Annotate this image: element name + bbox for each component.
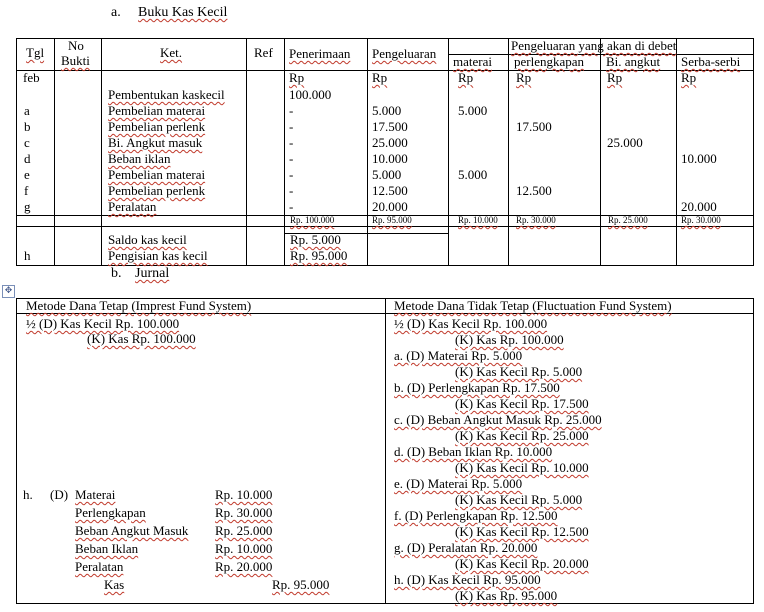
column-border xyxy=(753,38,754,265)
row-date: a xyxy=(24,103,30,118)
debit-amount: Rp. 10.000 xyxy=(215,487,273,502)
debit-amount: Rp. 20.000 xyxy=(215,559,273,574)
column-border xyxy=(753,298,754,604)
row-pengeluaran: 17.500 xyxy=(372,119,408,134)
total-angkut: Rp. 25.000 xyxy=(608,215,648,225)
column-border xyxy=(16,298,17,603)
debit-account: Beban Angkut Masuk xyxy=(75,523,189,538)
section-a-title: Buku Kas Kecil xyxy=(138,5,228,20)
row-description: Beban iklan xyxy=(108,151,171,166)
row-pengeluaran: 12.500 xyxy=(372,183,408,198)
row-serba: 10.000 xyxy=(681,151,717,166)
column-border xyxy=(676,38,677,265)
section-a-marker: a. xyxy=(111,5,121,20)
debit-line: g. (D) Peralatan Rp. 20.000 xyxy=(394,540,538,555)
debit-prefix: (D) xyxy=(50,487,69,502)
saldo-value: Rp. 5.000 xyxy=(290,232,341,247)
debit-line: h. (D) Kas Kecil Rp. 95.000 xyxy=(394,572,541,587)
table-bottom-border xyxy=(16,265,754,266)
header-no-bukti: No xyxy=(68,38,84,53)
column-border xyxy=(367,38,368,265)
header-ref: Ref xyxy=(254,45,273,60)
header-serba-serbi: Serba-serbi xyxy=(681,54,741,69)
credit-account: Kas xyxy=(104,577,125,592)
currency-label: Rp xyxy=(289,70,305,85)
row-perlengkapan: 12.500 xyxy=(516,183,552,198)
row-date: d xyxy=(24,151,31,166)
row-date: b xyxy=(24,119,31,134)
right-method-header: Metode Dana Tidak Tetap (Fluctuation Fund System) xyxy=(394,298,672,313)
currency-label: Rp xyxy=(607,70,623,85)
header-bi-angkut: Bi. angkut xyxy=(606,54,661,69)
row-perlengkapan: 17.500 xyxy=(516,119,552,134)
row-description: Pembelian materai xyxy=(108,167,206,182)
debit-amount: Rp. 10.000 xyxy=(215,541,273,556)
currency-label: Rp xyxy=(516,70,532,85)
row-materai: 5.000 xyxy=(458,103,488,118)
row-description: Bi. Angkut masuk xyxy=(108,135,203,150)
left-opening-credit: (K) Kas Rp. 100.000 xyxy=(87,331,196,346)
row-penerimaan: - xyxy=(289,135,294,150)
row-pengeluaran: 5.000 xyxy=(372,103,402,118)
credit-line: (K) Kas Kecil Rp. 5.000 xyxy=(455,364,583,379)
credit-line: (K) Kas Rp. 100.000 xyxy=(455,332,564,347)
credit-line: (K) Kas Kecil Rp. 5.000 xyxy=(455,492,583,507)
column-border xyxy=(101,38,102,265)
row-date: h xyxy=(24,248,31,263)
row-penerimaan: - xyxy=(289,151,294,166)
row-date: e xyxy=(24,167,30,182)
total-serba: Rp. 30.000 xyxy=(681,215,721,225)
debit-account: Perlengkapan xyxy=(75,505,146,520)
header-pengeluaran: Pengeluaran xyxy=(372,46,437,61)
currency-label: Rp xyxy=(458,70,474,85)
total-penerimaan: Rp. 100.000 xyxy=(290,215,335,225)
total-pengeluaran: Rp. 95.000 xyxy=(372,215,412,225)
header-ket: Ket. xyxy=(160,45,183,60)
column-border xyxy=(16,38,17,265)
row-penerimaan: - xyxy=(289,199,294,214)
debit-line: ½ (D) Kas Kecil Rp. 100.000 xyxy=(394,316,548,331)
row-date: g xyxy=(24,199,31,214)
credit-line: (K) Kas Kecil Rp. 10.000 xyxy=(455,460,589,475)
credit-line: (K) Kas Kecil Rp. 12.500 xyxy=(455,524,589,539)
pengisian-label: Pengisian kas kecil xyxy=(108,248,208,263)
debit-line: f. (D) Perlengkapan Rp. 12.500 xyxy=(394,508,558,523)
header-tgl: Tgl xyxy=(26,45,45,60)
header-group: Pengeluaran yang akan di debet xyxy=(511,38,677,53)
column-border xyxy=(284,38,285,265)
column-border xyxy=(54,38,55,265)
debit-account: Materai xyxy=(75,487,116,502)
credit-line: (K) Kas Rp. 95.000 xyxy=(455,588,558,603)
row-penerimaan: - xyxy=(289,103,294,118)
row-pengeluaran: 5.000 xyxy=(372,167,402,182)
header-no-bukti: Bukti xyxy=(61,53,90,68)
credit-amount: Rp. 95.000 xyxy=(272,577,330,592)
column-border xyxy=(385,298,386,603)
debit-line: d. (D) Beban Iklan Rp. 10.000 xyxy=(394,444,553,459)
row-materai: 5.000 xyxy=(458,167,488,182)
row-description: Pembentukan kaskecil xyxy=(108,87,225,102)
header-penerimaan: Penerimaan xyxy=(289,46,351,61)
debit-amount: Rp. 25.000 xyxy=(215,523,273,538)
row-date: f xyxy=(24,183,29,198)
row-pengeluaran: 10.000 xyxy=(372,151,408,166)
row-penerimaan: 100.000 xyxy=(289,87,332,102)
row-description: Pembelian materai xyxy=(108,103,206,118)
currency-label: Rp xyxy=(681,70,697,85)
row-pengeluaran: 25.000 xyxy=(372,135,408,150)
column-border xyxy=(246,38,247,265)
table-bottom-border xyxy=(16,603,754,604)
pengisian-value: Rp. 95.000 xyxy=(290,248,348,263)
totals-bottom-border xyxy=(16,226,753,227)
entry-h-label: h. xyxy=(23,487,33,502)
row-serba: 20.000 xyxy=(681,199,717,214)
credit-line: (K) Kas Kecil Rp. 20.000 xyxy=(455,556,589,571)
debit-line: a. (D) Materai Rp. 5.000 xyxy=(394,348,523,363)
row-angkut: 25.000 xyxy=(607,135,643,150)
column-border xyxy=(508,38,509,265)
table-move-handle-icon[interactable]: ✥ xyxy=(2,285,15,298)
header-perlengkapan: perlengkapan xyxy=(514,54,585,69)
debit-line: b. (D) Perlengkapan Rp. 17.500 xyxy=(394,380,560,395)
left-opening-debit: ½ (D) Kas Kecil Rp. 100.000 xyxy=(26,316,180,331)
debit-line: e. (D) Materai Rp. 5.000 xyxy=(394,476,523,491)
saldo-label: Saldo kas kecil xyxy=(108,232,187,247)
left-method-header: Metode Dana Tetap (Imprest Fund System) xyxy=(26,298,252,313)
row-description: Peralatan xyxy=(108,199,157,214)
debit-account: Peralatan xyxy=(75,559,124,574)
month-label: feb xyxy=(23,70,40,85)
column-border xyxy=(600,38,601,265)
column-border xyxy=(448,38,449,265)
credit-line: (K) Kas Kecil Rp. 25.000 xyxy=(455,428,589,443)
row-date: c xyxy=(24,135,30,150)
row-pengeluaran: 20.000 xyxy=(372,199,408,214)
row-penerimaan: - xyxy=(289,119,294,134)
row-description: Pembelian perlenk xyxy=(108,183,206,198)
debit-amount: Rp. 30.000 xyxy=(215,505,273,520)
section-b-title: Jurnal xyxy=(135,266,170,281)
currency-label: Rp xyxy=(372,70,388,85)
header-materai: materai xyxy=(453,54,492,69)
row-penerimaan: - xyxy=(289,183,294,198)
total-materai: Rp. 10.000 xyxy=(458,215,498,225)
section-b-marker: b. xyxy=(111,266,122,281)
total-perlengkapan: Rp. 30.000 xyxy=(516,215,556,225)
debit-account: Beban Iklan xyxy=(75,541,139,556)
row-penerimaan: - xyxy=(289,167,294,182)
row-description: Pembelian perlenk xyxy=(108,119,206,134)
debit-line: c. (D) Beban Angkut Masuk Rp. 25.000 xyxy=(394,412,602,427)
credit-line: (K) Kas Kecil Rp. 17.500 xyxy=(455,396,589,411)
